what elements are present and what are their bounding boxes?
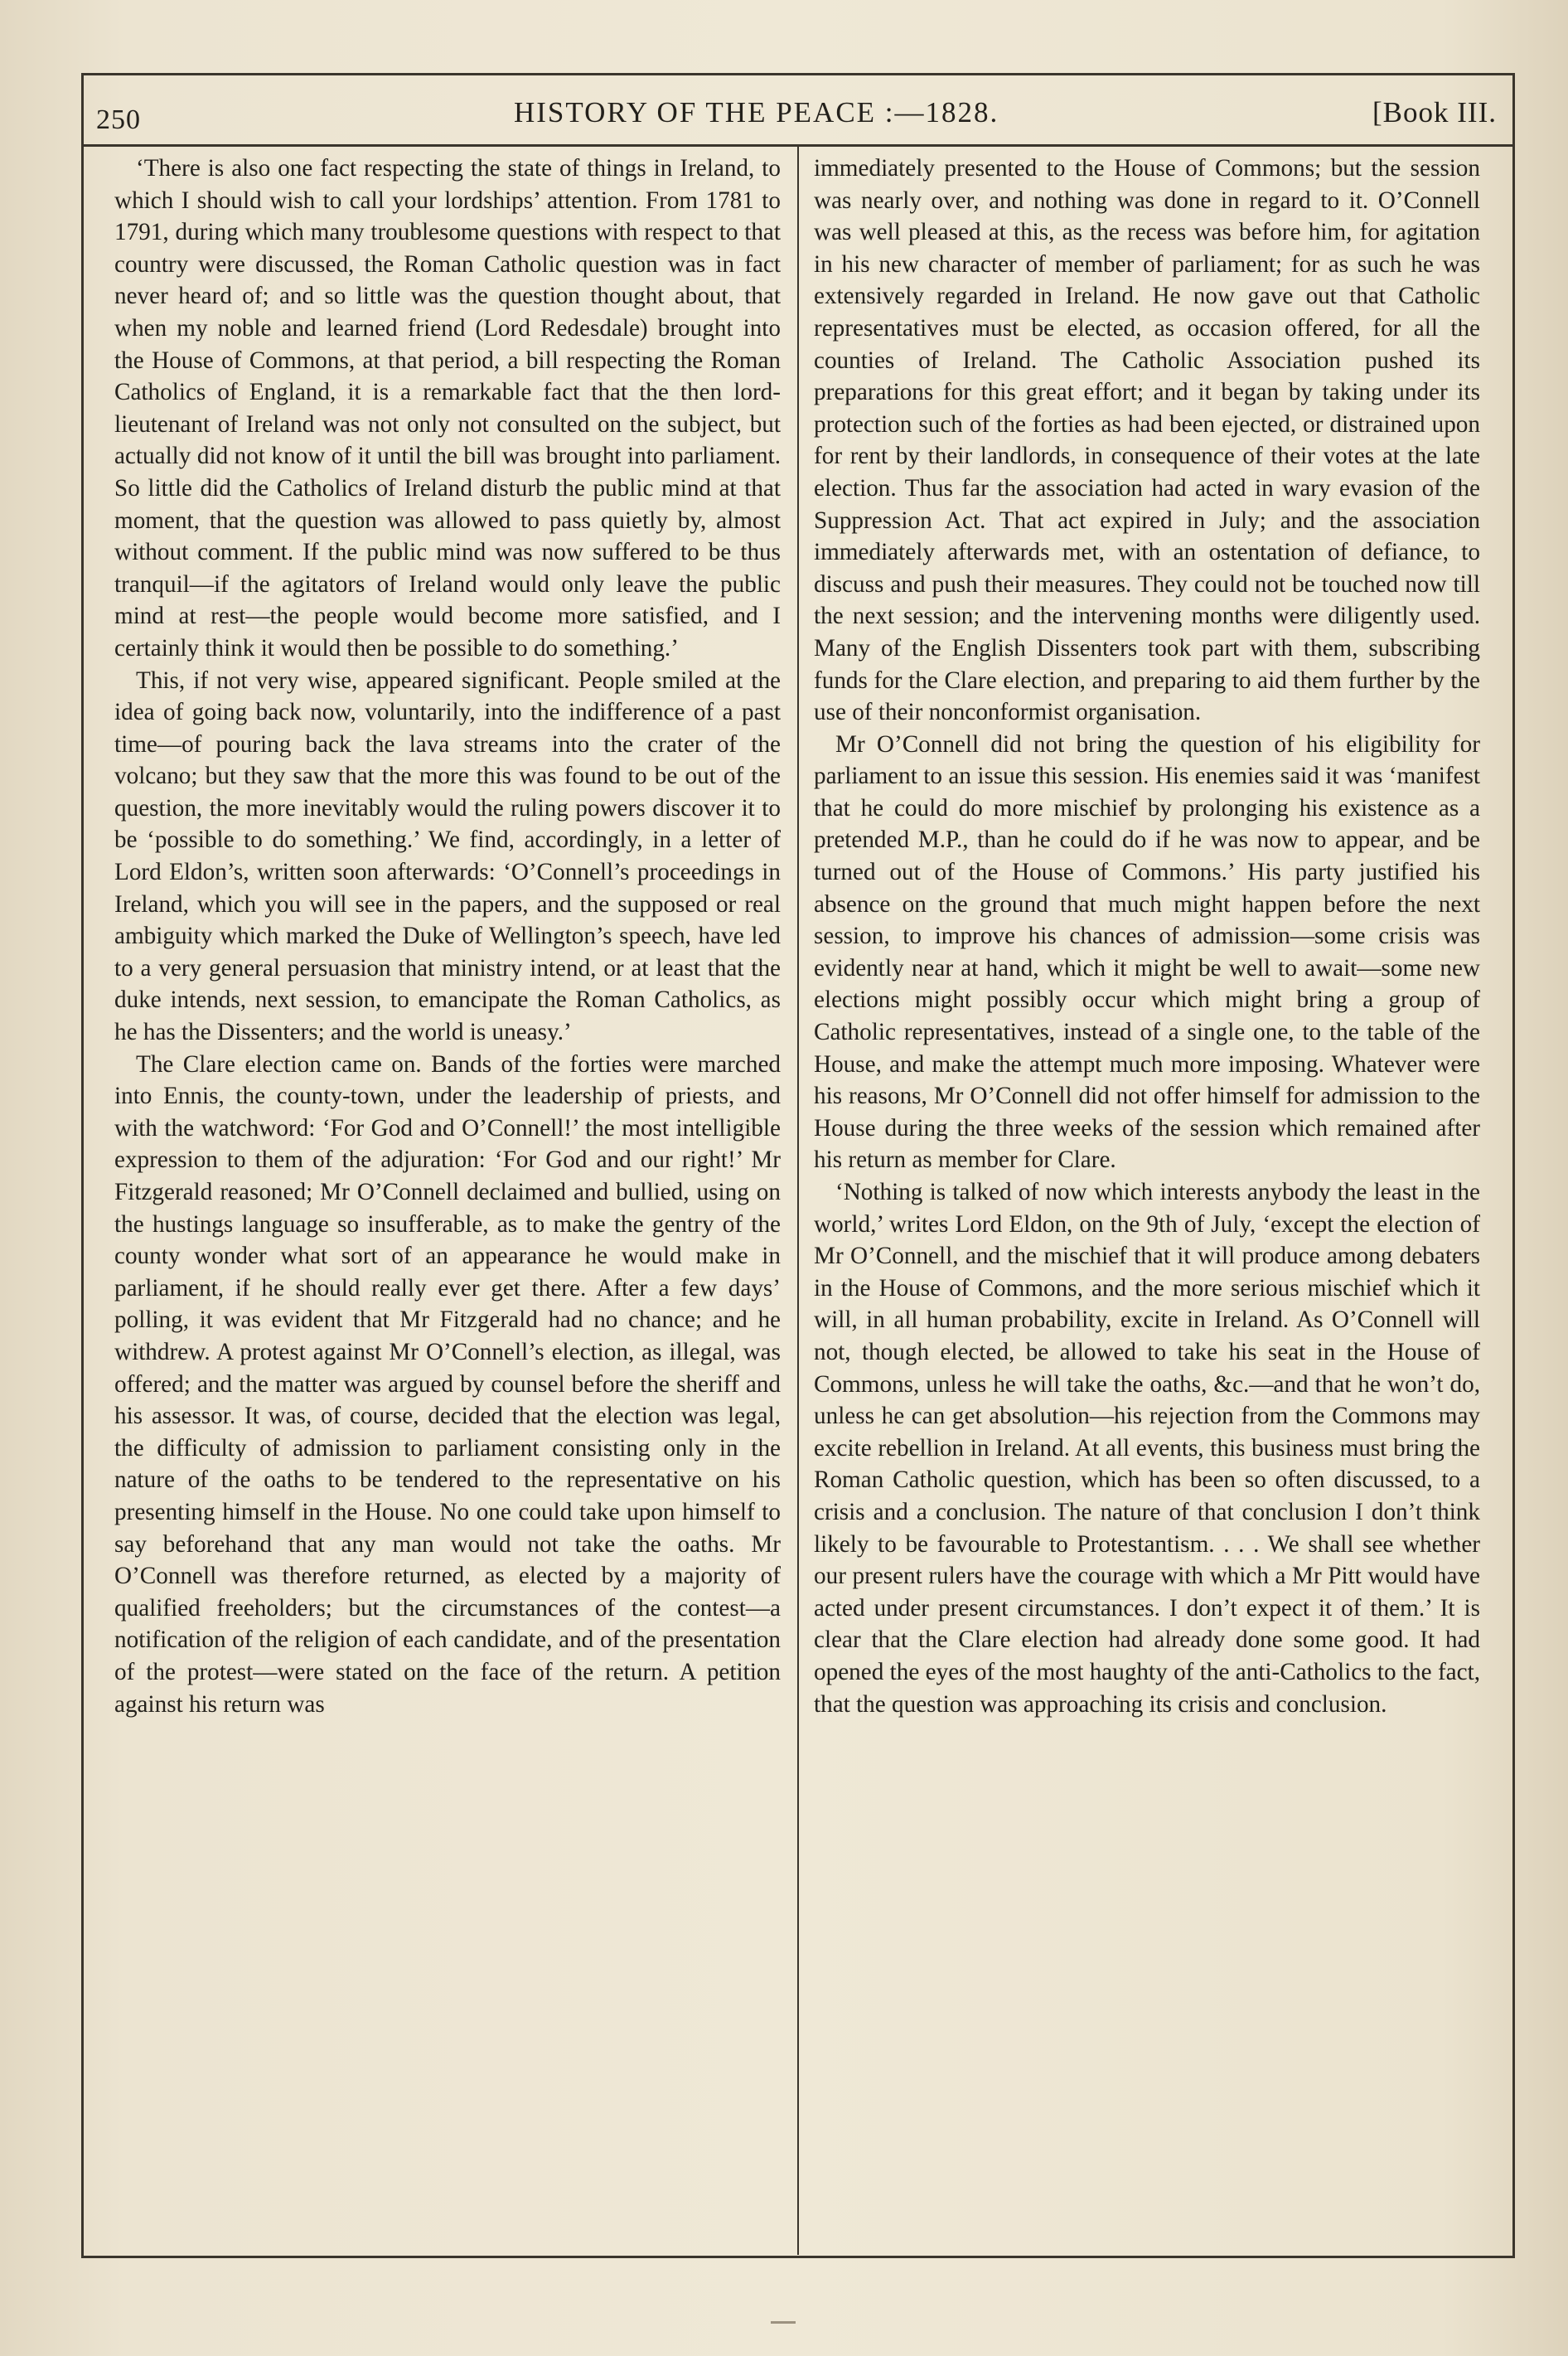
running-header: [91, 83, 1500, 148]
ink-mark: [771, 2321, 796, 2324]
paragraph: ‘Nothing is talked of now which interests anybody the least in the world,’ writes Lord Eldon, on the 9th of July, ‘except the election of Mr O’Connell, and the mischief that it will produce among debaters in the House of Commons, and the more serious mischief which it will, in all human probability, excite in Ireland. As O’Connell will not, though elected, be allowed to take his seat in the House of Commons, unless he will take the oaths, &c.—and that he won’t do, unless he can get absolution—his rejection from the Commons may excite rebellion in Ireland. At all events, this business must bring the Roman Catholic question, which has been so often discussed, to a crisis and a conclusion. The nature of that conclusion I don’t think likely to be favourable to Protestantism. . . . We shall see whether our present rulers have the courage with which a Mr Pitt would have acted under present circumstances. I don’t expect it of them.’ It is clear that the Clare election had already done some good. It had opened the eyes of the most haughty of the anti-Catholics to the fact, that the question was approaching its crisis and conclusion.: [814, 1179, 1480, 1718]
page-number: 250: [96, 104, 141, 135]
paragraph: This, if not very wise, appeared significant. People smiled at the idea of going back now, voluntarily, into the indifference of a past time—of pouring back the lava streams into the crater of the volcano; but they saw that the more this was found to be out of the question, the more inevitably would the ruling powers discover it to be ‘possible to do something.’ We find, accordingly, in a letter of Lord Eldon’s, written soon afterwards: ‘O’Connell’s proceedings in Ireland, which you will see in the papers, and the supposed or real ambiguity which marked the Duke of Wellington’s speech, have led to a very general persuasion that ministry intend, or at least that the duke intends, next session, to emancipate the Roman Catholics, as he has the Dissenters; and the world is uneasy.’: [114, 667, 781, 1046]
paragraph: The Clare election came on. Bands of the forties were marched into Ennis, the county-town, under the leadership of priests, and with the watchword: ‘For God and O’Connell!’ the most intelligible expression to them of the adjuration: ‘For God and our right!’ Mr Fitzgerald reasoned; Mr O’Connell declaimed and bullied, using on the hustings language so insufferable, as to make the gentry of the county wonder what sort of an appearance he would make in parliament, if he should really ever get there. After a few days’ polling, it was evident that Mr Fitzgerald had no chance; and he withdrew. A protest against Mr O’Connell’s election, as illegal, was offered; and the matter was argued by counsel before the sheriff and his assessor. It was, of course, decided that the election was legal, the difficulty of admission to parliament consisting only in the nature of the oaths to be tendered to the representative on his presenting himself in the House. No one could take upon himself to say beforehand that any man would not take the oaths. Mr O’Connell was therefore returned, as elected by a majority of qualified freeholders; but the circumstances of the contest—a notification of the religion of each candidate, and of the presentation of the protest—were stated on the face of the return. A petition against his return was: [114, 1050, 781, 1718]
right-column: [814, 153, 1480, 2242]
paragraph: Mr O’Connell did not bring the question of his eligibility for parliament to an issue this session. His enemies said it was ‘manifest that he could do more mischief by prolonging his existence as a pretended M.P., than he could do if he was now to appear, and be turned out of the House of Commons.’ His party justified his absence on the ground that much might happen before the next session, to improve his chances of admission—some crisis was evidently near at hand, which it might be well to await—some new elections might possibly occur which might bring a group of Catholic representatives, instead of a single one, to the table of the House, and make the attempt much more imposing. Whatever were his reasons, Mr O’Connell did not offer himself for admission to the House during the three weeks of the session which remained after his return as member for Clare.: [814, 730, 1480, 1174]
paragraph: ‘There is also one fact respecting the state of things in Ireland, to which I should wish to call your lordships’ attention. From 1781 to 1791, during which many troublesome questions with respect to that country were discussed, the Roman Catholic question was in fact never heard of; and so little was the question thought about, that when my noble and learned friend (Lord Redesdale) brought into the House of Commons, at that period, a bill respecting the Roman Catholics of England, it is a remarkable fact that the then lord-lieutenant of Ireland was not only not consulted on the subject, but actually did not know of it until the bill was brought into parliament. So little did the Catholics of Ireland disturb the public mind at that moment, that the question was allowed to pass quietly by, almost without comment. If the public mind was now suffered to be thus tranquil—if the agitators of Ireland would only leave the public mind at rest—the people would become more satisfied, and I certainly think it would then be possible to do something.’: [114, 155, 781, 662]
book-label: [Book III.: [1372, 96, 1497, 128]
running-title: HISTORY OF THE PEACE :—1828.: [514, 96, 999, 128]
column-divider: [797, 144, 799, 2255]
left-column: [114, 153, 781, 2242]
paragraph: immediately presented to the House of Commons; but the session was nearly over, and nothing was done in regard to it. O’Connell was well pleased at this, as the recess was before him, for agitation in his new character of member of parliament; for as such he was extensively regarded in Ireland. He now gave out that Catholic representatives must be elected, as occasion offered, for all the counties of Ireland. The Catholic Association pushed its preparations for this great effort; and it began by taking under its protection such of the forties as had been ejected, or distrained upon for rent by their landlords, in consequence of their votes at the late election. Thus far the association had acted in wary evasion of the Suppression Act. That act expired in July; and the association immediately afterwards met, with an ostentation of defiance, to discuss and push their measures. They could not be touched now till the next session; and the intervening months were diligently used. Many of the English Dissenters took part with them, subscribing funds for the Clare election, and preparing to aid them further by the use of their nonconformist organisation.: [814, 155, 1480, 726]
